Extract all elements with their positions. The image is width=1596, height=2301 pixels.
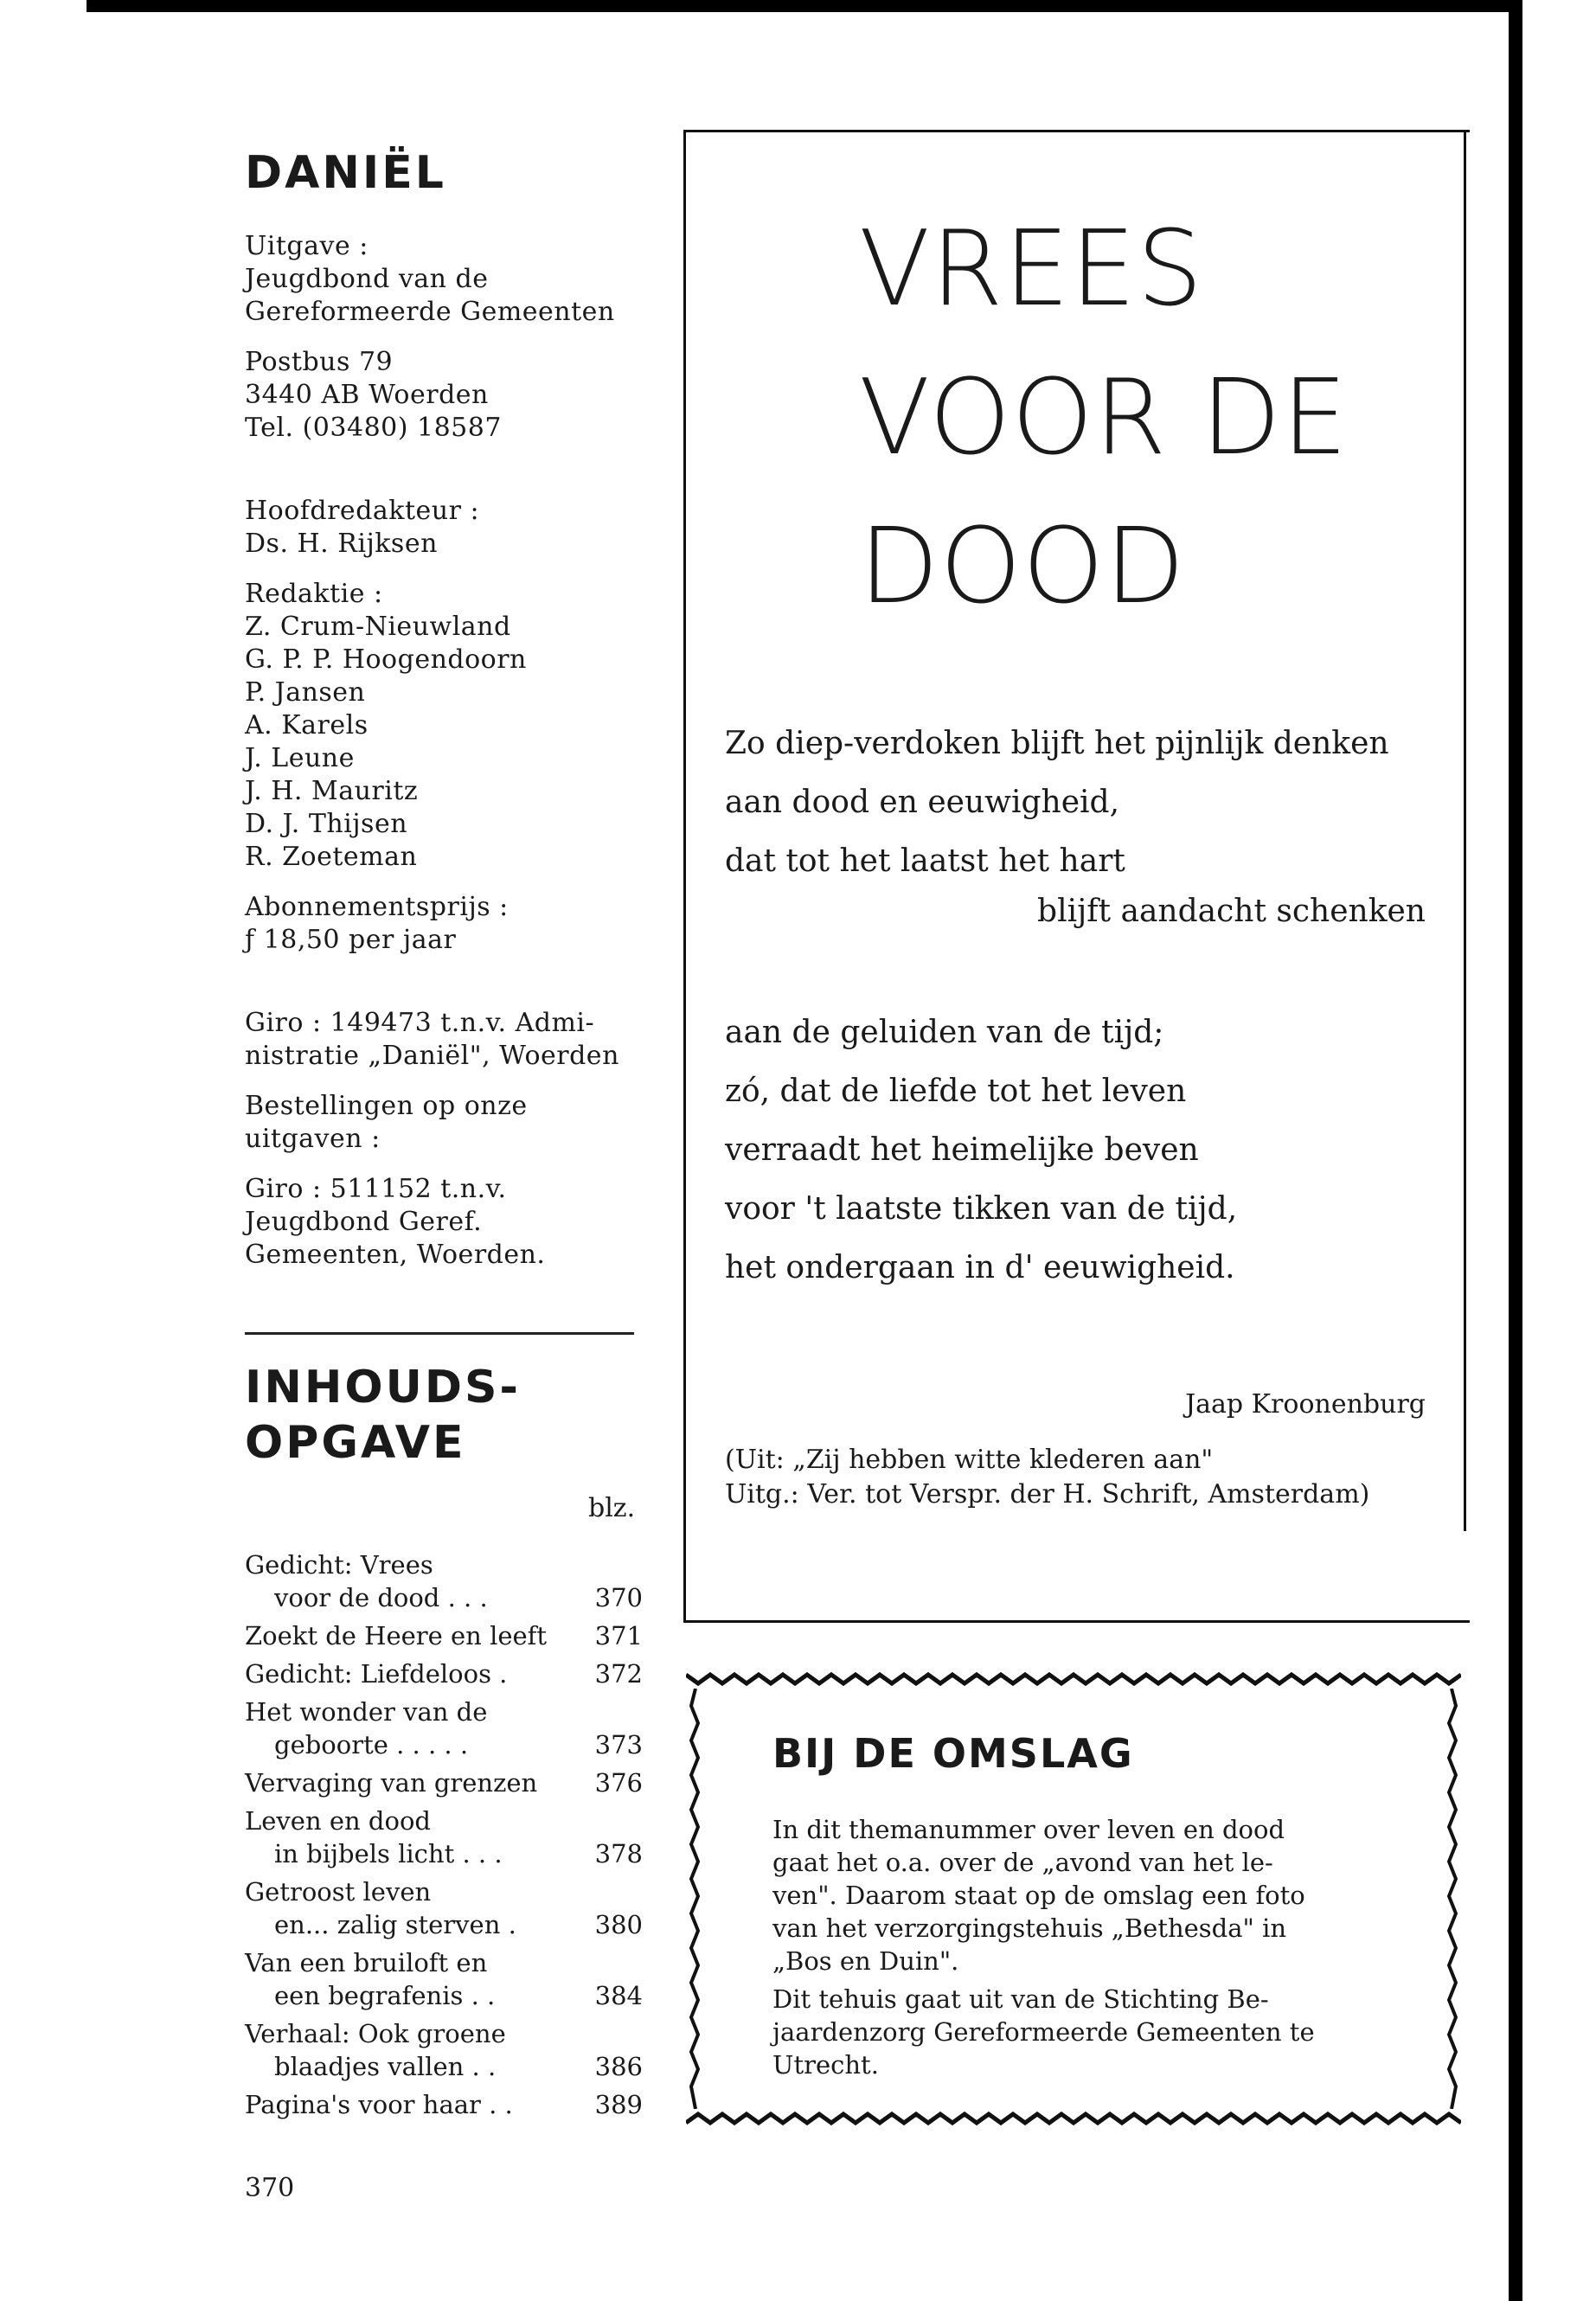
toc-entry-title: Getroost leven [245, 1877, 432, 1907]
source-line: Uitg.: Ver. tot Verspr. der H. Schrift, Amsterdam) [725, 1479, 1370, 1509]
toc-entry-title: Het wonder van de [245, 1697, 488, 1727]
toc-entry[interactable] [245, 2088, 643, 2121]
cover-note-title: BIJ DE OMSLAG [772, 1730, 1134, 1777]
toc-entry-page: 378 [594, 1839, 643, 1868]
page-frame-right [1509, 0, 1522, 2301]
toc-entry-title: Van een bruiloft en [245, 1948, 488, 1977]
toc-entry-title: een begrafenis . . [274, 1981, 496, 2010]
cover-note-line: ven". Daarom staat op de omslag een foto [772, 1881, 1305, 1910]
poem-line: Zo diep-verdoken blijft het pijnlijk denken [725, 726, 1389, 761]
poem-author: Jaap Kroonenburg [1185, 1389, 1426, 1420]
editor-name: D. J. Thijsen [245, 809, 408, 839]
poem-title-line: VOOR DE [859, 358, 1349, 478]
page-column-header: blz. [588, 1493, 636, 1523]
toc-entry-title: Gedicht: Liefdeloos . [245, 1659, 508, 1689]
editor-name: R. Zoeteman [245, 842, 418, 872]
chief-editor-name: Ds. H. Rijksen [245, 529, 438, 559]
orders-giro-line: Giro : 511152 t.n.v. [245, 1174, 507, 1204]
toc-entry-title: Pagina's voor haar . . [245, 2090, 513, 2119]
poem-title-line: DOOD [859, 507, 1186, 627]
chief-editor-label: Hoofdredakteur : [245, 496, 480, 526]
orders-line: uitgaven : [245, 1124, 381, 1154]
toc-entry-page: 371 [594, 1621, 643, 1650]
orders-giro-line: Jeugdbond Geref. [245, 1207, 483, 1237]
cover-note-line: „Bos en Duin". [772, 1946, 959, 1976]
contents-title-line: INHOUDS- [245, 1362, 522, 1413]
poem-line: het ondergaan in d' eeuwigheid. [725, 1250, 1235, 1285]
toc-entry[interactable] [245, 1875, 643, 1941]
poem-line: aan dood en eeuwigheid, [725, 785, 1120, 820]
page-frame-top [87, 0, 1522, 12]
poem-line: zó, dat de liefde tot het leven [725, 1074, 1187, 1109]
poem-line: voor 't laatste tikken van de tijd, [725, 1191, 1238, 1227]
address-line: 3440 AB Woerden [245, 380, 489, 410]
toc-entry[interactable] [245, 1619, 643, 1652]
cover-note-text [772, 1813, 1395, 2086]
editor-name: P. Jansen [245, 677, 366, 708]
wavy-border-left [686, 1689, 705, 2109]
toc-entry-page: 380 [594, 1910, 643, 1939]
chief-editor-block [245, 495, 643, 561]
orders-giro-line: Gemeenten, Woerden. [245, 1240, 546, 1270]
cover-note-line: jaardenzorg Gereformeerde Gemeenten te [772, 2017, 1315, 2047]
toc-entry-page: 373 [594, 1730, 643, 1759]
subscription-block [245, 891, 643, 957]
editor-name: A. Karels [245, 710, 369, 740]
cover-note-box [686, 1670, 1461, 2128]
address-block [245, 346, 643, 445]
zigzag-border-top [686, 1670, 1461, 1689]
cover-note-line: In dit themanummer over leven en dood [772, 1815, 1285, 1844]
publisher-line: Jeugdbond van de [245, 264, 489, 294]
poem-box-right-border [1464, 130, 1466, 1531]
wavy-border-right [1442, 1689, 1461, 2109]
toc-entry-title: geboorte . . . . . [274, 1730, 469, 1759]
toc-entry-title: blaadjes vallen . . [274, 2052, 497, 2081]
toc-entry[interactable] [245, 1548, 643, 1614]
toc-entry[interactable] [245, 1695, 643, 1761]
colophon [245, 147, 643, 1289]
toc-entry-title: Verhaal: Ook groene [245, 2019, 506, 2048]
toc-entry-page: 372 [594, 1659, 643, 1689]
poem-title-line: VREES [859, 209, 1204, 330]
cover-note-line: gaat het o.a. over de „avond van het le- [772, 1848, 1273, 1877]
toc-entry-page: 384 [594, 1981, 643, 2010]
toc-entry-title: Gedicht: Vrees [245, 1550, 433, 1580]
subscription-price: ƒ 18,50 per jaar [245, 925, 457, 955]
cover-note-paragraph [772, 1813, 1395, 1977]
toc-entry[interactable] [245, 1946, 643, 2012]
giro-line: Giro : 149473 t.n.v. Admi- [245, 1008, 595, 1038]
publisher-block [245, 230, 643, 329]
cover-note-line: van het verzorgingstehuis „Bethesda" in [772, 1913, 1287, 1943]
toc-entry-page: 370 [594, 1583, 643, 1612]
editors-block [245, 578, 643, 874]
contents-title [245, 1360, 521, 1471]
orders-line: Bestellingen op onze [245, 1091, 528, 1121]
publisher-label: Uitgave : [245, 231, 369, 261]
editor-name: Z. Crum-Nieuwland [245, 612, 511, 642]
poem-line: dat tot het laatst het hart [725, 843, 1125, 879]
editor-name: J. Leune [245, 743, 355, 773]
giro-line: nistratie „Daniël", Woerden [245, 1041, 619, 1071]
cover-note-line: Utrecht. [772, 2050, 879, 2080]
toc-entry-title: Leven en dood [245, 1806, 431, 1836]
toc-entry[interactable] [245, 2017, 643, 2083]
subscription-label: Abonnementsprijs : [245, 892, 509, 922]
publisher-line: Gereformeerde Gemeenten [245, 297, 615, 327]
poem-title [859, 195, 1349, 642]
editor-name: J. H. Mauritz [245, 776, 419, 806]
toc-entry-title: Zoekt de Heere en leeft [245, 1621, 548, 1650]
address-line: Tel. (03480) 18587 [245, 413, 502, 443]
cover-note-line: Dit tehuis gaat uit van de Stichting Be- [772, 1984, 1269, 2014]
toc-entry-page: 389 [594, 2090, 643, 2119]
poem-stanza-1 [725, 715, 1426, 941]
toc-entry-title: Vervaging van grenzen [245, 1768, 538, 1798]
poem-line: blijft aandacht schenken [1037, 894, 1426, 929]
editor-name: G. P. P. Hoogendoorn [245, 644, 527, 675]
page-number: 370 [245, 2173, 295, 2203]
toc-entry-title: voor de dood . . . [274, 1583, 488, 1612]
section-divider [245, 1332, 634, 1335]
cover-note-paragraph [772, 1983, 1395, 2081]
toc-entry[interactable] [245, 1804, 643, 1870]
toc-entry-title: en... zalig sterven . [274, 1910, 516, 1939]
orders-block [245, 1090, 643, 1156]
table-of-contents [245, 1548, 643, 2126]
toc-entry-title: in bijbels licht . . . [274, 1839, 503, 1868]
zigzag-border-bottom [686, 2109, 1461, 2128]
toc-entry[interactable] [245, 1766, 643, 1799]
giro-block [245, 1007, 643, 1073]
poem-line: aan de geluiden van de tijd; [725, 1015, 1164, 1050]
poem-source [725, 1443, 1369, 1512]
source-line: (Uit: „Zij hebben witte klederen aan" [725, 1445, 1214, 1475]
toc-entry-page: 386 [594, 2052, 643, 2081]
orders-giro-block [245, 1173, 643, 1272]
magazine-title: DANIËL [245, 147, 446, 199]
editors-label: Redaktie : [245, 579, 383, 609]
toc-entry[interactable] [245, 1657, 643, 1690]
poem-stanza-2 [725, 1003, 1426, 1298]
toc-entry-page: 376 [594, 1768, 643, 1798]
poem-line: verraadt het heimelijke beven [725, 1132, 1199, 1168]
contents-title-line: OPGAVE [245, 1417, 466, 1469]
address-line: Postbus 79 [245, 347, 394, 377]
